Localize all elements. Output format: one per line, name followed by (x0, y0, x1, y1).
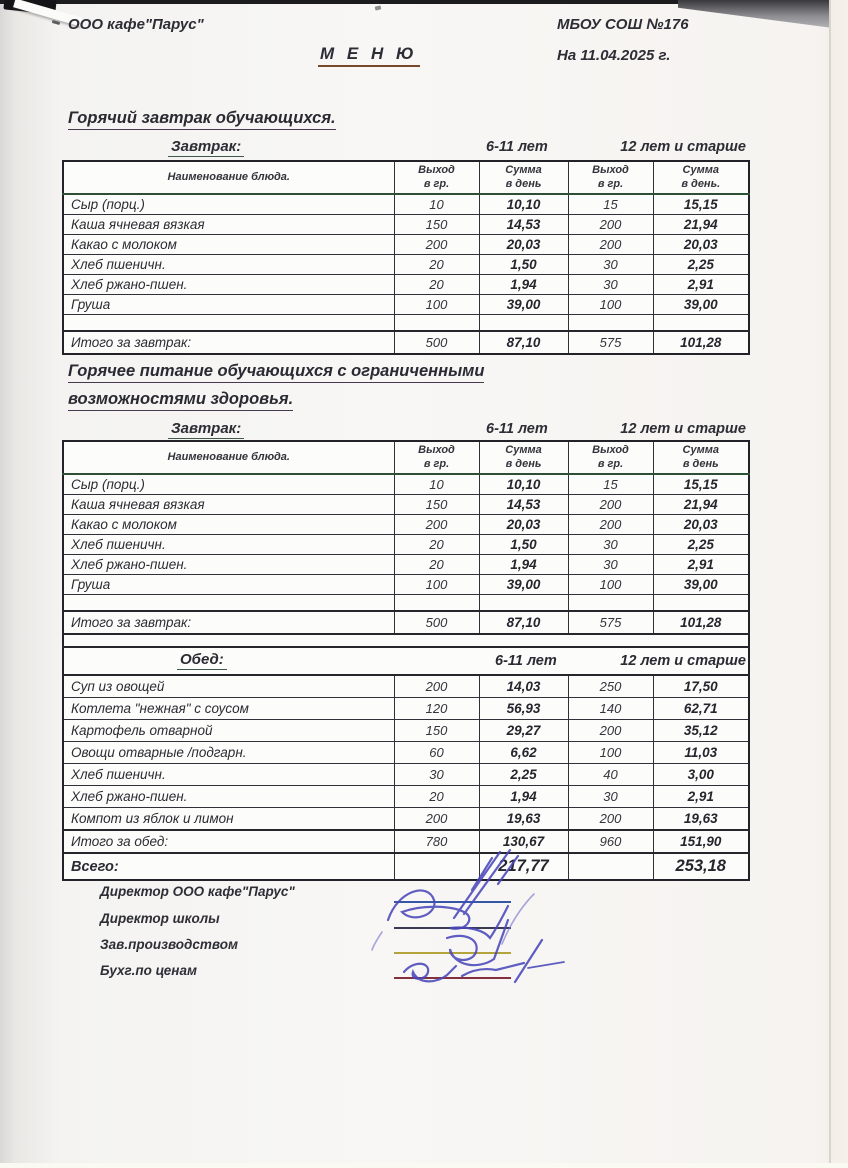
ovz-breakfast-total-row (63, 611, 749, 634)
menu-cell: 39,00 (479, 295, 568, 315)
menu-row (63, 675, 749, 698)
meal-label-breakfast-ovz: Завтрак: (168, 420, 244, 439)
menu-cell: 17,50 (653, 675, 749, 698)
section-title-hot-breakfast: Горячий завтрак обучающихся. (68, 109, 336, 130)
menu-row (63, 474, 749, 495)
menu-date: На 11.04.2025 г. (557, 47, 671, 64)
menu-cell: 56,93 (479, 698, 568, 720)
menu-cell: 1,94 (479, 555, 568, 575)
paper-edge-line (829, 0, 831, 1168)
menu-row (63, 215, 749, 235)
ovz-breakfast-rows (63, 474, 749, 595)
menu-cell: 1,94 (479, 275, 568, 295)
menu-cell: 150 (394, 495, 479, 515)
menu-cell: 35,12 (653, 720, 749, 742)
menu-cell: 15,15 (653, 474, 749, 495)
menu-cell: Хлеб ржано-пшен. (63, 275, 394, 295)
ovz-table (62, 440, 750, 881)
total-sum-1: 87,10 (479, 331, 568, 354)
menu-row (63, 275, 749, 295)
ovz-breakfast-age-header (62, 420, 748, 440)
col-sum-2 (653, 161, 749, 194)
total-sum-2: 101,28 (653, 331, 749, 354)
col-line1: Сумма (505, 444, 542, 457)
menu-cell: 100 (568, 295, 653, 315)
menu-cell: 100 (568, 742, 653, 764)
breakfast-footer (63, 315, 749, 355)
cell (479, 315, 568, 332)
menu-cell: 2,91 (653, 786, 749, 808)
scan-bottom-edge (0, 1163, 848, 1168)
signature-scribble (352, 848, 602, 998)
age-group-2-label: 12 лет и старше (620, 653, 746, 669)
col-dish-name: Наименование блюда. (63, 441, 394, 474)
menu-cell: 30 (568, 275, 653, 295)
menu-cell: 30 (394, 764, 479, 786)
menu-cell: Сыр (порц.) (63, 474, 394, 495)
col-output-1 (394, 441, 479, 474)
total-label: Итого за завтрак: (63, 331, 394, 354)
col-sum-1 (479, 161, 568, 194)
menu-cell: Хлеб ржано-пшен. (63, 555, 394, 575)
age-group-1-label: 6-11 лет (486, 421, 548, 437)
section-title-ovz-line1: Горячее питание обучающихся с ограниченными (68, 362, 484, 383)
table-header (63, 161, 749, 194)
menu-row (63, 786, 749, 808)
menu-row (63, 295, 749, 315)
menu-row (63, 235, 749, 255)
total-sum-1: 130,67 (479, 830, 568, 853)
col-line1: Сумма (682, 164, 719, 177)
menu-cell: 30 (568, 255, 653, 275)
col-dish-name: Наименование блюда. (63, 161, 394, 194)
menu-cell: 2,25 (479, 764, 568, 786)
menu-cell: 2,91 (653, 275, 749, 295)
menu-title: М Е Н Ю (318, 44, 420, 67)
menu-row (63, 698, 749, 720)
menu-cell: 2,91 (653, 555, 749, 575)
cell (394, 315, 479, 332)
menu-cell: 29,27 (479, 720, 568, 742)
menu-cell: 20 (394, 786, 479, 808)
cell (653, 595, 749, 612)
breakfast-total-row (63, 331, 749, 354)
total-label: Итого за завтрак: (63, 611, 394, 634)
menu-cell: 20,03 (479, 235, 568, 255)
menu-cell: Каша ячневая вязкая (63, 215, 394, 235)
menu-cell: 20 (394, 555, 479, 575)
menu-cell: Картофель отварной (63, 720, 394, 742)
header-row (63, 161, 749, 194)
menu-cell: 1,94 (479, 786, 568, 808)
menu-cell: 2,25 (653, 535, 749, 555)
scan-corner-shadow (678, 0, 848, 30)
total-label: Итого за обед: (63, 830, 394, 853)
col-line2: в гр. (597, 177, 624, 190)
age-group-2-label: 12 лет и старше (620, 139, 746, 155)
menu-cell: Груша (63, 575, 394, 595)
menu-row (63, 808, 749, 831)
menu-row (63, 535, 749, 555)
menu-cell: 14,03 (479, 675, 568, 698)
menu-cell: Хлеб пшеничн. (63, 535, 394, 555)
menu-cell: Какао с молоком (63, 515, 394, 535)
cell (63, 595, 394, 612)
menu-row (63, 555, 749, 575)
menu-cell: 1,50 (479, 255, 568, 275)
total-out-2: 960 (568, 830, 653, 853)
col-sum-1 (479, 441, 568, 474)
grand-total-label: Всего: (63, 853, 394, 880)
cell (568, 595, 653, 612)
col-sum-2 (653, 441, 749, 474)
col-line2: в гр. (597, 457, 624, 470)
col-line1: Сумма (505, 164, 542, 177)
menu-cell: 100 (568, 575, 653, 595)
col-output-1 (394, 161, 479, 194)
scan-corner-tip (52, 20, 61, 25)
menu-cell: 20,03 (653, 235, 749, 255)
total-out-1: 500 (394, 331, 479, 354)
menu-cell: 20 (394, 255, 479, 275)
menu-cell: 20,03 (479, 515, 568, 535)
total-sum-1: 87,10 (479, 611, 568, 634)
menu-cell: 20 (394, 275, 479, 295)
menu-cell: 39,00 (653, 295, 749, 315)
menu-cell: 1,50 (479, 535, 568, 555)
col-line2: в день. (681, 177, 721, 190)
menu-cell: 15 (568, 474, 653, 495)
col-line1: Сумма (682, 444, 719, 457)
menu-cell: 19,63 (653, 808, 749, 831)
lunch-header-cell (63, 647, 749, 675)
menu-cell: 200 (568, 235, 653, 255)
menu-cell: 120 (394, 698, 479, 720)
age-group-1-label: 6-11 лет (495, 653, 557, 669)
menu-cell: Овощи отварные /подгарн. (63, 742, 394, 764)
header-row (63, 441, 749, 474)
menu-cell: 20,03 (653, 515, 749, 535)
menu-cell: 200 (568, 720, 653, 742)
col-line2: в гр. (423, 457, 450, 470)
grand-total-sum-1: 217,77 (479, 853, 568, 880)
menu-cell: Суп из овощей (63, 675, 394, 698)
col-output-2 (568, 441, 653, 474)
signer-school-director: Директор школы (100, 911, 220, 926)
scan-speck (375, 5, 382, 10)
menu-cell: 200 (394, 675, 479, 698)
menu-cell: 19,63 (479, 808, 568, 831)
menu-cell: 2,25 (653, 255, 749, 275)
table-header (63, 441, 749, 474)
menu-cell: 39,00 (653, 575, 749, 595)
menu-cell: 14,53 (479, 495, 568, 515)
menu-row (63, 255, 749, 275)
col-line2: в день (682, 457, 719, 470)
menu-cell: 15 (568, 194, 653, 215)
menu-cell: 200 (568, 495, 653, 515)
col-line2: в день (505, 177, 542, 190)
menu-cell: 20 (394, 535, 479, 555)
menu-cell: 10,10 (479, 474, 568, 495)
cell (63, 634, 749, 647)
total-out-1: 500 (394, 611, 479, 634)
menu-cell: 40 (568, 764, 653, 786)
menu-cell: 6,62 (479, 742, 568, 764)
menu-cell: Хлеб ржано-пшен. (63, 786, 394, 808)
menu-cell: 100 (394, 575, 479, 595)
ovz-breakfast-footer (63, 595, 749, 676)
menu-cell: 10,10 (479, 194, 568, 215)
menu-cell: 150 (394, 215, 479, 235)
col-line1: Выход (418, 164, 455, 177)
menu-row (63, 495, 749, 515)
menu-cell: Компот из яблок и лимон (63, 808, 394, 831)
menu-cell: 200 (568, 808, 653, 831)
col-line2: в гр. (423, 177, 450, 190)
menu-cell: Сыр (порц.) (63, 194, 394, 215)
menu-cell: 200 (394, 515, 479, 535)
menu-cell: 10 (394, 474, 479, 495)
menu-cell: 10 (394, 194, 479, 215)
menu-cell: Какао с молоком (63, 235, 394, 255)
menu-cell: 200 (568, 215, 653, 235)
empty-row (63, 315, 749, 332)
menu-cell: Груша (63, 295, 394, 315)
menu-cell: 21,94 (653, 495, 749, 515)
cell (63, 315, 394, 332)
total-sum-2: 101,28 (653, 611, 749, 634)
breakfast-age-header (62, 138, 748, 158)
lunch-rows (63, 675, 749, 830)
menu-cell: 250 (568, 675, 653, 698)
menu-row (63, 575, 749, 595)
menu-cell: 200 (568, 515, 653, 535)
col-output-2 (568, 161, 653, 194)
col-line1: Выход (418, 444, 455, 457)
cell (479, 595, 568, 612)
meal-label-lunch: Обед: (177, 651, 227, 670)
col-line1: Выход (592, 164, 629, 177)
menu-cell: 11,03 (653, 742, 749, 764)
menu-cell: 60 (394, 742, 479, 764)
menu-cell: 3,00 (653, 764, 749, 786)
menu-cell: 200 (394, 808, 479, 831)
cell (568, 315, 653, 332)
signer-price-accountant: Бухг.по ценам (100, 963, 197, 978)
menu-cell: 39,00 (479, 575, 568, 595)
menu-cell: 30 (568, 786, 653, 808)
school-name: МБОУ СОШ №176 (557, 16, 689, 33)
menu-cell: Каша ячневая вязкая (63, 495, 394, 515)
col-line1: Выход (592, 444, 629, 457)
menu-cell: 100 (394, 295, 479, 315)
empty-row (63, 595, 749, 612)
menu-row (63, 194, 749, 215)
grand-total-sum-2: 253,18 (653, 853, 749, 880)
cell (653, 315, 749, 332)
lunch-header-row (63, 647, 749, 675)
section-title-ovz-line2: возможностями здоровья. (68, 390, 293, 411)
menu-row (63, 720, 749, 742)
menu-cell: 150 (394, 720, 479, 742)
menu-cell: 14,53 (479, 215, 568, 235)
menu-cell: 140 (568, 698, 653, 720)
menu-cell: 62,71 (653, 698, 749, 720)
total-out-2: 575 (568, 611, 653, 634)
signer-production-manager: Зав.производством (100, 937, 238, 952)
menu-cell: 21,94 (653, 215, 749, 235)
paper-right-margin (831, 0, 848, 1168)
age-group-2-label: 12 лет и старше (620, 421, 746, 437)
meal-label-breakfast: Завтрак: (168, 138, 244, 157)
menu-row (63, 515, 749, 535)
lunch-header-wrap (71, 648, 748, 674)
menu-row (63, 742, 749, 764)
age-group-1-label: 6-11 лет (486, 139, 548, 155)
menu-cell: Котлета "нежная" с соусом (63, 698, 394, 720)
menu-cell: Хлеб пшеничн. (63, 764, 394, 786)
gap-row (63, 634, 749, 647)
breakfast-table (62, 160, 750, 355)
company-name: ООО кафе"Парус" (68, 16, 204, 33)
menu-cell: 30 (568, 535, 653, 555)
total-out-2: 575 (568, 331, 653, 354)
menu-row (63, 764, 749, 786)
total-sum-2: 151,90 (653, 830, 749, 853)
menu-cell: 200 (394, 235, 479, 255)
breakfast-rows (63, 194, 749, 315)
menu-cell: 30 (568, 555, 653, 575)
menu-cell: Хлеб пшеничн. (63, 255, 394, 275)
menu-cell: 15,15 (653, 194, 749, 215)
cell (394, 595, 479, 612)
signer-cafe-director: Директор ООО кафе"Парус" (100, 884, 295, 899)
total-out-1: 780 (394, 830, 479, 853)
col-line2: в день (505, 457, 542, 470)
